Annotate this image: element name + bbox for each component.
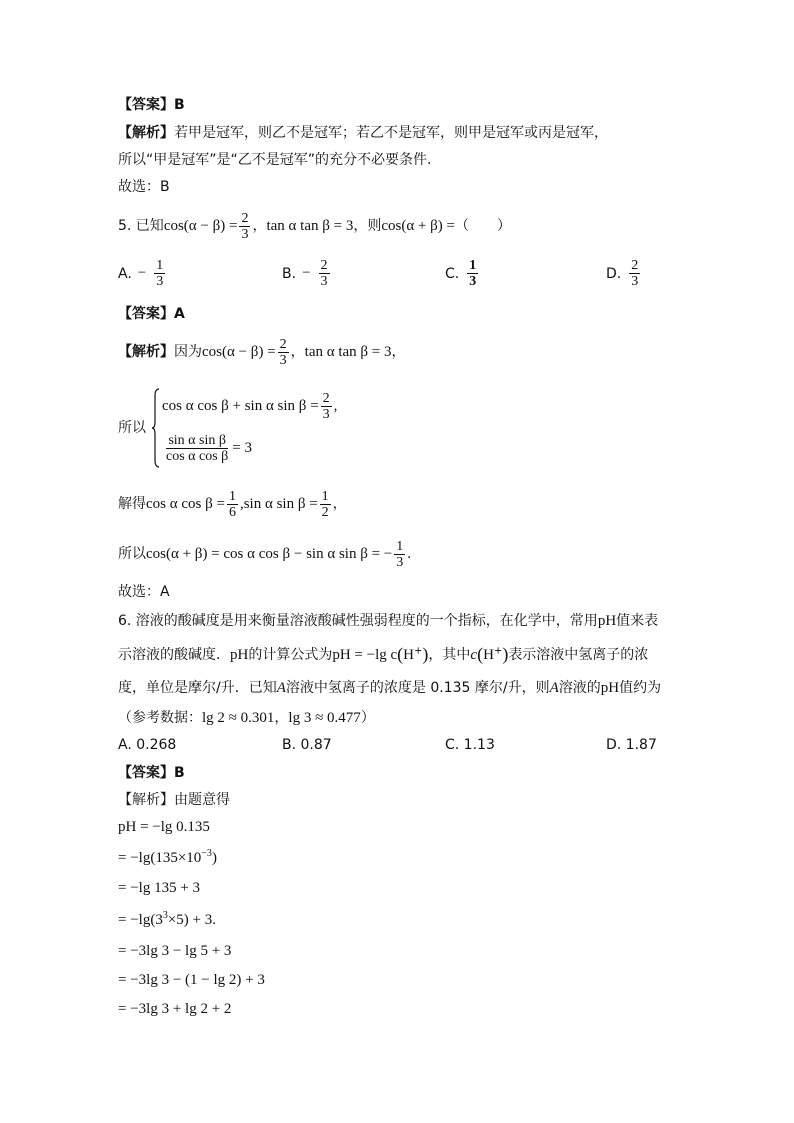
q5-option-a: A. − $\frac{1}{3}$ — [118, 258, 164, 289]
q6-step-1: pH = −lg 0.135 — [118, 819, 210, 835]
q5-solve: 解得 cos α cos β = $\frac{1}{6}$ ,sin α sin β = $\frac{1}{2}$ ， — [118, 488, 347, 520]
q4-answer: 【答案】B — [118, 97, 185, 113]
q5-stem: 5. 已知 cos(α − β) = $\frac{2}{3}$ ， tan α tan β = 3 ，则 cos(α + β) = （ ） — [118, 210, 511, 242]
q6-reference-data: （参考数据：lg 2 ≈ 0.301，lg 3 ≈ 0.477） — [118, 710, 375, 726]
q4-choice: 故选：B — [118, 179, 170, 195]
q6-option-b: B. 0.87 — [282, 737, 332, 753]
q4-analysis: 【解析】若甲是冠军，则乙不是冠军；若乙不是冠军，则甲是冠军或丙是冠军， — [118, 125, 608, 141]
q6-option-d: D. 1.87 — [606, 737, 657, 753]
q5-option-d: D. 2 3 — [606, 258, 639, 289]
q6-stem-line1: 6. 溶液的酸碱度是用来衡量溶液酸碱性强弱程度的一个指标，在化学中，常用pH值来表 — [118, 613, 659, 629]
q6-answer: 【答案】B — [118, 765, 185, 781]
q5-choice: 故选：A — [118, 584, 170, 600]
q5-result: 所以 cos(α + β) = cos α cos β − sin α sin β = − $\frac{1}{3}$ . — [118, 538, 412, 570]
left-brace-icon — [152, 388, 160, 468]
q6-step-7: = −3lg 3 + lg 2 + 2 — [118, 1001, 232, 1017]
q6-option-c: C. 1.13 — [445, 737, 495, 753]
q5-stem-fraction: $\frac{2}{3}$ — [241, 210, 249, 242]
q5-answer: 【答案】A — [118, 306, 185, 322]
q5-analysis: 【解析】 因为 cos(α − β) = $\frac{2}{3}$ ， tan α tan β = 3 ， — [118, 336, 406, 368]
q5-so-label: 所以 — [118, 420, 146, 436]
q5-system-eq2: $\frac{\text{sin α sin β}}{\text{cos α cos β}}$ = 3 — [166, 432, 253, 464]
q6-stem-line3: 度，单位是摩尔/升．已知A溶液中氢离子的浓度是 0.135 摩尔/升，则A溶液的pH值约为 — [118, 680, 662, 696]
q6-step-5: = −3lg 3 − lg 5 + 3 — [118, 943, 232, 959]
q6-step-3: = −lg 135 + 3 — [118, 880, 201, 896]
q5-option-b: B. − $\frac{2}{3}$ — [282, 258, 328, 289]
q6-step-6: = −3lg 3 − (1 − lg 2) + 3 — [118, 972, 265, 988]
q5-option-c: C. 1 3 — [445, 258, 477, 289]
q4-analysis-line2: 所以“甲是冠军”是“乙不是冠军”的充分不必要条件. — [118, 152, 432, 168]
q5-system-eq1: cos α cos β + sin α sin β = $\frac{2}{3}$ , — [162, 390, 338, 422]
q6-option-a: A. 0.268 — [118, 737, 177, 753]
q6-step-4: = $-\lg(3^3\times 5) + 3$. — [118, 910, 217, 928]
q6-analysis: 【解析】由题意得 — [118, 792, 230, 808]
q6-step-2: = $-\lg(135\times 10^{-3})$ — [118, 848, 217, 866]
q6-stem-line2: 示溶液的酸碱度．pH的计算公式为pH = −lg c(H+)，其中c(H+)表示溶液中氢离子的浓 — [118, 644, 649, 664]
